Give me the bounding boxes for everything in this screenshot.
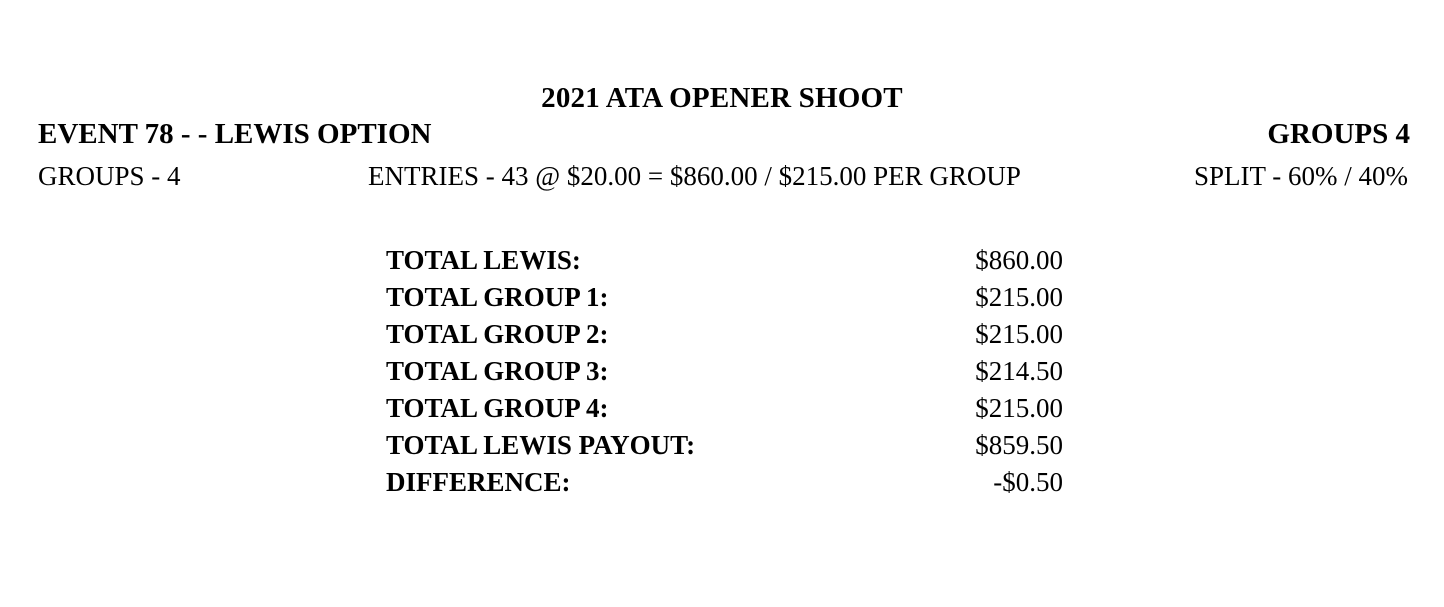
event-info-line	[0, 160, 1444, 194]
row-label: TOTAL GROUP 4:	[386, 393, 609, 423]
row-value: $859.50	[975, 430, 1063, 460]
row-value: $214.50	[975, 356, 1063, 386]
totals-table	[386, 242, 1063, 501]
table-row-total-lewis-payout	[386, 427, 1063, 464]
table-row-total-lewis	[386, 242, 1063, 279]
row-value: $215.00	[975, 393, 1063, 423]
split-ratio: SPLIT - 60% / 40%	[1194, 161, 1408, 191]
entries-summary: ENTRIES - 43 @ $20.00 = $860.00 / $215.00 PER GROUP	[368, 161, 1021, 191]
row-value: -$0.50	[993, 467, 1063, 497]
groups-count-heading: GROUPS 4	[1267, 118, 1410, 150]
table-row-total-group-3	[386, 353, 1063, 390]
row-label: TOTAL LEWIS:	[386, 245, 581, 275]
table-row-difference	[386, 464, 1063, 501]
row-value: $215.00	[975, 282, 1063, 312]
event-title: EVENT 78 - - LEWIS OPTION	[38, 118, 432, 150]
event-header-line	[0, 117, 1444, 153]
row-label: TOTAL GROUP 1:	[386, 282, 609, 312]
page-title: 2021 ATA OPENER SHOOT	[541, 82, 903, 114]
row-label: TOTAL LEWIS PAYOUT:	[386, 430, 696, 460]
table-row-total-group-4	[386, 390, 1063, 427]
table-row-total-group-1	[386, 279, 1063, 316]
row-label: TOTAL GROUP 2:	[386, 319, 609, 349]
row-value: $215.00	[975, 319, 1063, 349]
table-row-total-group-2	[386, 316, 1063, 353]
groups-detail: GROUPS - 4	[38, 161, 181, 191]
row-label: DIFFERENCE:	[386, 467, 571, 497]
row-label: TOTAL GROUP 3:	[386, 356, 609, 386]
row-value: $860.00	[975, 245, 1063, 275]
